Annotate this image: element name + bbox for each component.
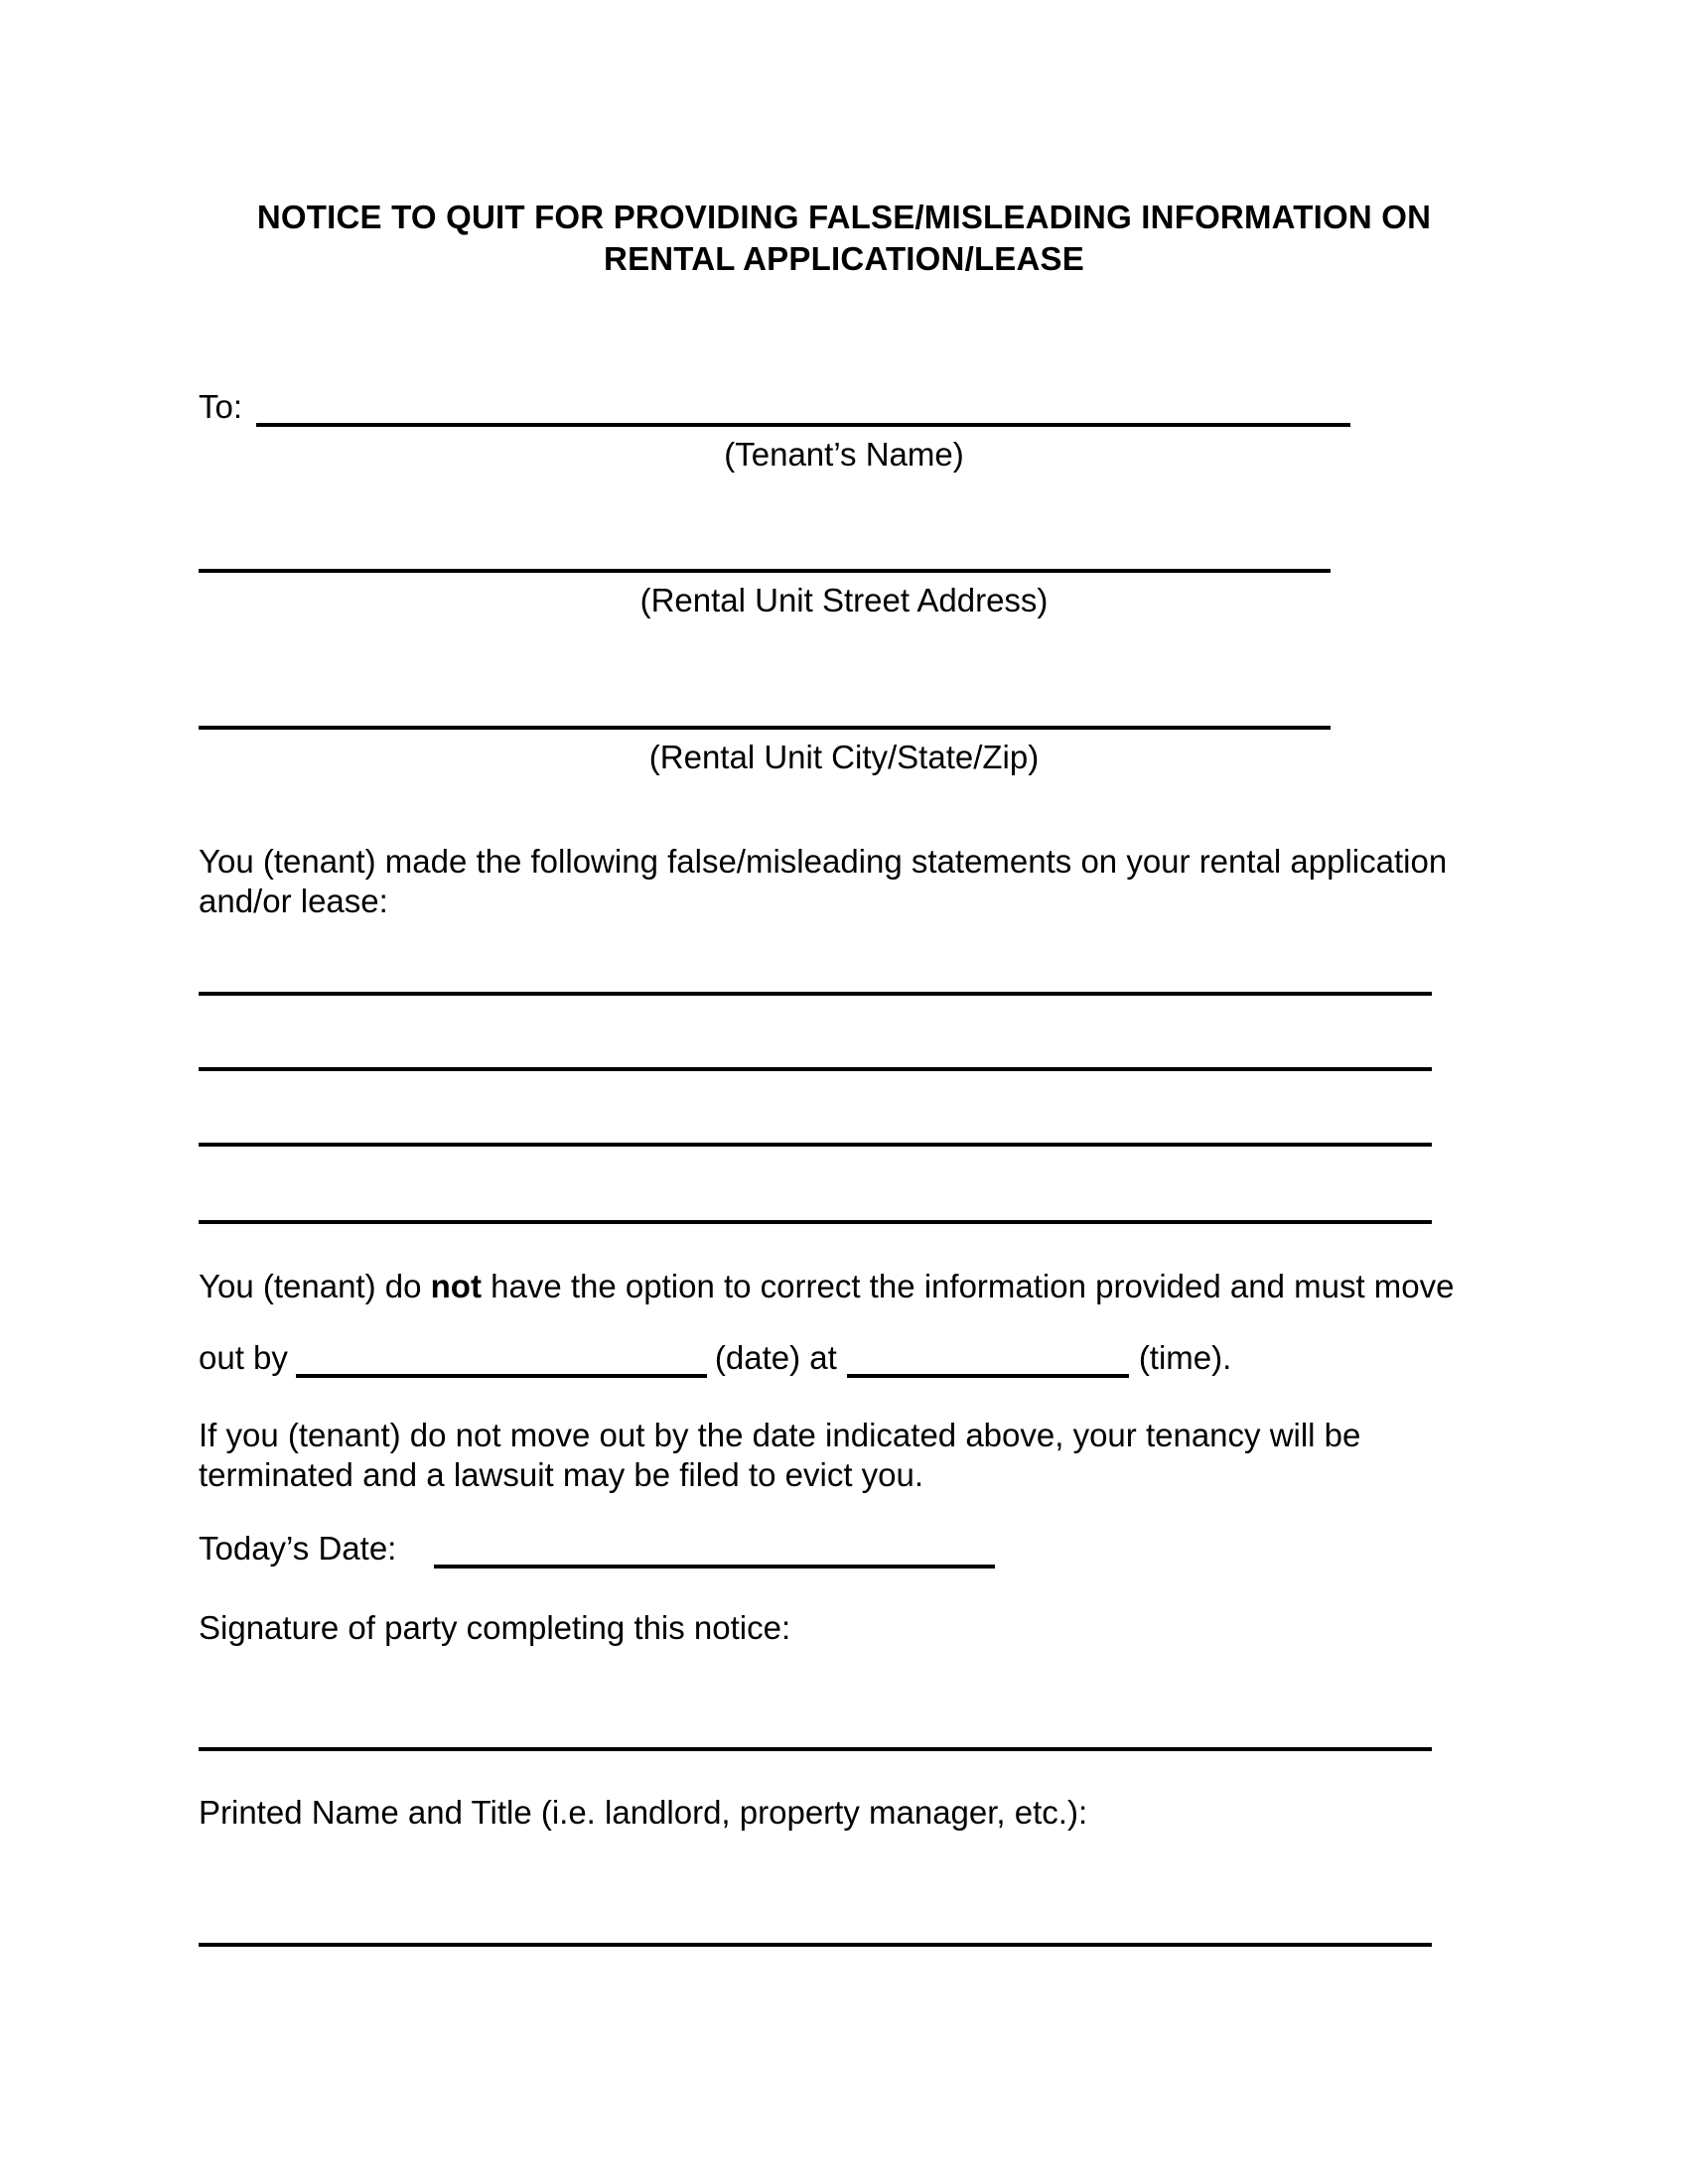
signature-fill-line[interactable] — [199, 1747, 1432, 1751]
document-title-line-2: RENTAL APPLICATION/LEASE — [604, 240, 1084, 277]
statement-fill-line-1[interactable] — [199, 992, 1432, 996]
no-correction-paragraph — [199, 1267, 1529, 1306]
signature-label: Signature of party completing this notice: — [199, 1609, 791, 1646]
statements-intro-line-1: You (tenant) made the following false/misleading statements on your rental application — [199, 843, 1448, 880]
eviction-warning-line-1: If you (tenant) do not move out by the date indicated above, your tenancy will be — [199, 1417, 1361, 1453]
street-address-caption: (Rental Unit Street Address) — [639, 582, 1049, 618]
date-caption: (date) at — [714, 1339, 837, 1376]
statements-intro-line-2: and/or lease: — [199, 883, 388, 919]
move-out-row — [199, 1338, 1231, 1378]
todays-date-fill-line[interactable] — [434, 1529, 995, 1569]
out-by-label: out by — [199, 1339, 288, 1376]
printed-name-label: Printed Name and Title (i.e. landlord, property manager, etc.): — [199, 1794, 1088, 1831]
to-label: To: — [199, 388, 243, 425]
tenant-name-fill-line[interactable] — [256, 387, 1350, 427]
city-state-zip-fill-line[interactable] — [199, 726, 1331, 730]
document-title-line-1: NOTICE TO QUIT FOR PROVIDING FALSE/MISLEADING INFORMATION ON — [256, 199, 1432, 235]
eviction-warning-paragraph — [199, 1416, 1529, 1495]
to-row — [199, 387, 1350, 427]
todays-date-label: Today’s Date: — [199, 1530, 397, 1567]
move-out-time-fill-line[interactable] — [847, 1338, 1129, 1378]
move-out-date-fill-line[interactable] — [296, 1338, 707, 1378]
city-state-zip-caption: (Rental Unit City/State/Zip) — [648, 739, 1040, 775]
street-address-fill-line[interactable] — [199, 569, 1331, 573]
tenant-name-caption: (Tenant’s Name) — [724, 436, 964, 473]
statement-fill-line-2[interactable] — [199, 1067, 1432, 1071]
time-caption: (time). — [1138, 1339, 1232, 1376]
printed-name-fill-line[interactable] — [199, 1943, 1432, 1947]
eviction-warning-line-2: terminated and a lawsuit may be filed to evict you. — [199, 1456, 924, 1493]
statement-fill-line-4[interactable] — [199, 1220, 1432, 1224]
no-correction-text-post: have the option to correct the information provided and must move — [481, 1268, 1455, 1304]
statement-fill-line-3[interactable] — [199, 1143, 1432, 1147]
todays-date-row — [199, 1529, 995, 1569]
statements-intro-paragraph — [199, 842, 1529, 921]
document-title — [0, 197, 1688, 280]
not-emphasis: not — [430, 1268, 482, 1304]
no-correction-text-pre: You (tenant) do — [199, 1268, 431, 1304]
